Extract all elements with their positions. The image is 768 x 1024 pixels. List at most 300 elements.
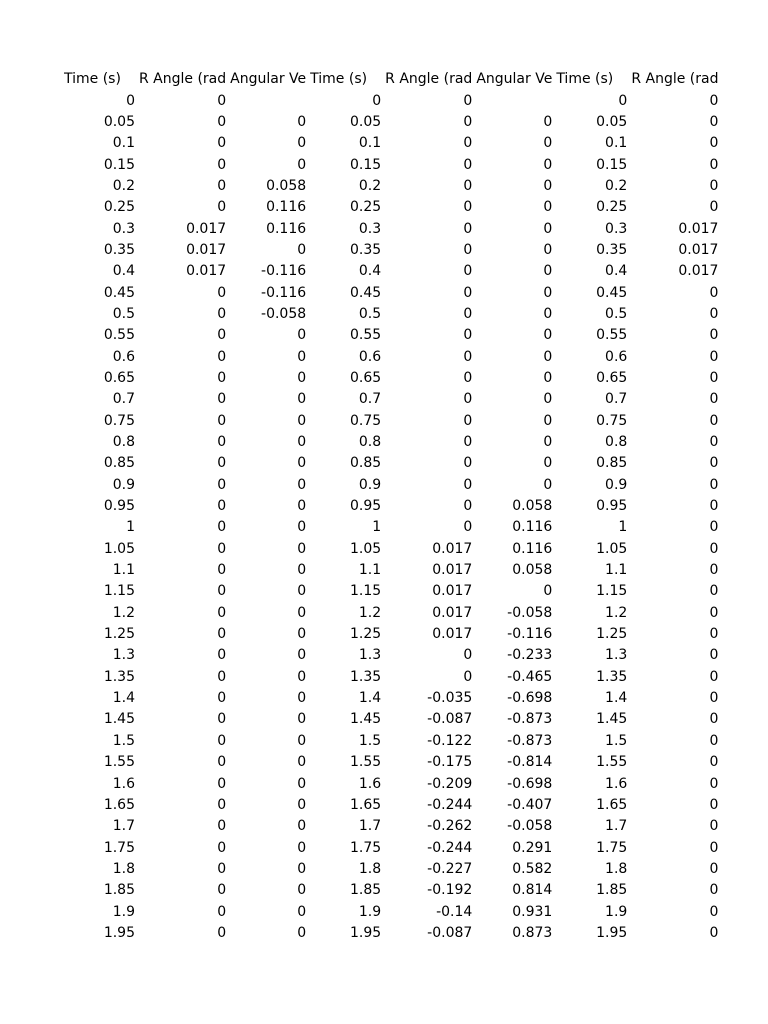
table-cell: 0.2 bbox=[358, 177, 382, 194]
table-cell: 0.3 bbox=[112, 220, 135, 237]
column-header-label: R Angle (rad bbox=[139, 71, 227, 88]
table-cell: 0.2 bbox=[605, 177, 628, 194]
table-cell: 0 bbox=[463, 647, 473, 664]
table-cell: 0 bbox=[217, 519, 227, 536]
table-cell: 0 bbox=[709, 177, 719, 194]
table-cell: 0 bbox=[217, 711, 227, 728]
table-cell: 0 bbox=[297, 241, 307, 258]
table-cell: 0 bbox=[709, 903, 719, 920]
table-cell: 0 bbox=[217, 732, 227, 749]
table-row bbox=[62, 560, 720, 581]
table-cell: 0.058 bbox=[512, 562, 553, 579]
table-cell: 0 bbox=[709, 604, 719, 621]
table-row bbox=[62, 240, 720, 261]
table-row bbox=[62, 816, 720, 837]
table-cell: 0.15 bbox=[349, 156, 382, 173]
table-cell: 0.35 bbox=[349, 241, 382, 258]
table-cell: 0 bbox=[297, 882, 307, 899]
table-cell: 0.2 bbox=[112, 177, 135, 194]
table-row bbox=[62, 688, 720, 709]
table-cell: 0 bbox=[217, 327, 227, 344]
table-cell: 0 bbox=[297, 924, 307, 941]
table-cell: 0 bbox=[217, 476, 227, 493]
table-row bbox=[62, 432, 720, 453]
table-row bbox=[62, 411, 720, 432]
table-cell: 1.15 bbox=[349, 583, 382, 600]
table-cell: 0 bbox=[618, 92, 628, 109]
table-cell: 0 bbox=[297, 434, 307, 451]
column-header bbox=[474, 69, 554, 90]
table-cell: 0 bbox=[217, 860, 227, 877]
table-cell: 0 bbox=[543, 156, 553, 173]
table-cell: 0 bbox=[543, 220, 553, 237]
table-cell: 0.017 bbox=[678, 220, 719, 237]
table-cell: 0.55 bbox=[596, 327, 628, 344]
table-cell: 0.5 bbox=[358, 305, 382, 322]
table-cell: 1.45 bbox=[103, 711, 135, 728]
table-cell: 0.058 bbox=[266, 177, 307, 194]
table-cell: 0 bbox=[463, 177, 473, 194]
table-cell: 0.3 bbox=[605, 220, 628, 237]
table-cell: -0.209 bbox=[427, 775, 473, 792]
table-cell: 0 bbox=[543, 434, 553, 451]
table-cell: 0 bbox=[297, 775, 307, 792]
table-cell: 0 bbox=[217, 92, 227, 109]
table-cell: -0.175 bbox=[427, 754, 473, 771]
table-cell: 1.6 bbox=[112, 775, 135, 792]
table-cell: 0.75 bbox=[349, 412, 382, 429]
table-cell: 1.9 bbox=[605, 903, 628, 920]
table-row bbox=[62, 731, 720, 752]
table-cell: 0 bbox=[372, 92, 382, 109]
table-cell: 1.75 bbox=[349, 839, 382, 856]
table-row bbox=[62, 901, 720, 922]
table-cell: 0.95 bbox=[349, 498, 382, 515]
table-cell: 0 bbox=[217, 434, 227, 451]
table-cell: -0.035 bbox=[427, 690, 473, 707]
table-row bbox=[62, 282, 720, 303]
table-cell: 0 bbox=[217, 562, 227, 579]
table-cell: 0.65 bbox=[349, 369, 382, 386]
table-cell: 1.45 bbox=[596, 711, 628, 728]
table-cell: 1.2 bbox=[605, 604, 628, 621]
table-cell: 0.582 bbox=[512, 860, 553, 877]
table-cell: 1.4 bbox=[112, 690, 135, 707]
table-cell: 0 bbox=[297, 519, 307, 536]
table-cell: 0.6 bbox=[605, 348, 628, 365]
table-cell: 0 bbox=[297, 327, 307, 344]
table-cell bbox=[228, 90, 308, 111]
table-cell: 0 bbox=[297, 754, 307, 771]
table-row bbox=[62, 154, 720, 175]
table-row bbox=[62, 304, 720, 325]
table-cell: -0.122 bbox=[427, 732, 473, 749]
table-cell: 0 bbox=[297, 369, 307, 386]
table-cell: 0 bbox=[217, 690, 227, 707]
table-cell: 0.45 bbox=[103, 284, 135, 301]
table-cell: 0 bbox=[463, 391, 473, 408]
table-cell: 0 bbox=[709, 540, 719, 557]
column-header-label: R Angle (rad bbox=[631, 71, 719, 88]
table-cell: 0.6 bbox=[358, 348, 382, 365]
table-cell: 1.4 bbox=[605, 690, 628, 707]
table-cell: 0 bbox=[543, 327, 553, 344]
table-cell: 0.017 bbox=[432, 583, 473, 600]
table-cell: 1.5 bbox=[112, 732, 135, 749]
column-header-label: R Angle (rad bbox=[385, 71, 473, 88]
table-cell: 1.65 bbox=[596, 796, 628, 813]
table-cell: 0.4 bbox=[605, 263, 628, 280]
table-cell: 0 bbox=[463, 369, 473, 386]
table-cell: 0 bbox=[709, 924, 719, 941]
table-cell: 0 bbox=[543, 177, 553, 194]
table-cell: 0 bbox=[709, 860, 719, 877]
table-cell: 0 bbox=[463, 348, 473, 365]
table-cell: 0.873 bbox=[512, 924, 553, 941]
table-cell: 0 bbox=[463, 412, 473, 429]
table-cell: 1.6 bbox=[358, 775, 382, 792]
table-cell: 0.95 bbox=[103, 498, 135, 515]
column-header-label: Time (s) bbox=[64, 71, 121, 88]
table-cell: 0 bbox=[297, 647, 307, 664]
table-cell: 0.116 bbox=[512, 540, 553, 557]
table-cell: 0 bbox=[709, 305, 719, 322]
table-cell: 0 bbox=[709, 92, 719, 109]
table-cell: 1.1 bbox=[358, 562, 382, 579]
table-cell: 0 bbox=[217, 818, 227, 835]
table-cell: 1 bbox=[126, 519, 135, 536]
table-row bbox=[62, 325, 720, 346]
table-cell: 0 bbox=[709, 711, 719, 728]
table-cell: 0 bbox=[463, 455, 473, 472]
table-cell: 0 bbox=[709, 732, 719, 749]
table-cell: -0.814 bbox=[507, 754, 553, 771]
table-cell: 0 bbox=[709, 369, 719, 386]
table-cell: -0.873 bbox=[507, 711, 553, 728]
column-header bbox=[554, 69, 629, 90]
table-cell: 1.65 bbox=[349, 796, 382, 813]
table-cell: 0.291 bbox=[512, 839, 553, 856]
table-cell: 1.6 bbox=[605, 775, 628, 792]
table-cell: 0.9 bbox=[358, 476, 382, 493]
table-cell: -0.227 bbox=[427, 860, 473, 877]
table-cell: 1.3 bbox=[112, 647, 135, 664]
table-cell: 1.2 bbox=[112, 604, 135, 621]
table-cell: 0 bbox=[297, 796, 307, 813]
table-row bbox=[62, 133, 720, 154]
table-cell: 0 bbox=[217, 177, 227, 194]
table-cell: 0 bbox=[297, 540, 307, 557]
table-cell: 0 bbox=[709, 519, 719, 536]
table-cell: 0.15 bbox=[596, 156, 628, 173]
table-row bbox=[62, 112, 720, 133]
table-cell: 1.9 bbox=[358, 903, 382, 920]
table-cell: 0.35 bbox=[596, 241, 628, 258]
table-cell: 1.7 bbox=[358, 818, 382, 835]
table-cell: 0.1 bbox=[358, 135, 382, 152]
table-cell: -0.116 bbox=[261, 263, 307, 280]
table-cell: 0.116 bbox=[266, 220, 307, 237]
table-row bbox=[62, 859, 720, 880]
table-cell: 0.116 bbox=[266, 199, 307, 216]
table-cell: 0.75 bbox=[596, 412, 628, 429]
table-row bbox=[62, 368, 720, 389]
table-cell: -0.058 bbox=[261, 305, 307, 322]
table-cell: 1.15 bbox=[596, 583, 628, 600]
table-cell: 0 bbox=[297, 668, 307, 685]
table-row bbox=[62, 261, 720, 282]
table-cell: 0.65 bbox=[103, 369, 135, 386]
table-header bbox=[62, 69, 720, 90]
table-cell: 0 bbox=[463, 476, 473, 493]
table-cell: 1.55 bbox=[349, 754, 382, 771]
table-cell: 0.4 bbox=[112, 263, 135, 280]
table-cell: 0 bbox=[217, 540, 227, 557]
column-header bbox=[629, 69, 720, 90]
table-cell: 0 bbox=[543, 391, 553, 408]
table-cell: 0 bbox=[297, 113, 307, 130]
table-cell: 0 bbox=[217, 135, 227, 152]
table-cell: 0 bbox=[543, 412, 553, 429]
table-cell: 1.45 bbox=[349, 711, 382, 728]
table-row bbox=[62, 496, 720, 517]
table-cell: 0 bbox=[463, 263, 473, 280]
table-cell: 0.45 bbox=[596, 284, 628, 301]
table-cell: 0 bbox=[217, 369, 227, 386]
table-cell: 0.85 bbox=[596, 455, 628, 472]
table-cell: 0.05 bbox=[349, 113, 382, 130]
table-cell: 1.05 bbox=[103, 540, 135, 557]
table-cell: 0.95 bbox=[596, 498, 628, 515]
table-cell: 0 bbox=[709, 583, 719, 600]
table-cell: 0 bbox=[463, 305, 473, 322]
header-row bbox=[62, 69, 720, 90]
table-cell: -0.698 bbox=[507, 775, 553, 792]
table-cell: 0 bbox=[217, 455, 227, 472]
table-cell: 0.25 bbox=[596, 199, 628, 216]
table-cell: 0 bbox=[709, 818, 719, 835]
table-cell: 0.85 bbox=[349, 455, 382, 472]
table-cell: -0.407 bbox=[507, 796, 553, 813]
table-cell: 1.8 bbox=[112, 860, 135, 877]
table-row bbox=[62, 795, 720, 816]
table-cell: 0 bbox=[709, 498, 719, 515]
table-cell: 0 bbox=[217, 284, 227, 301]
table-cell: 0 bbox=[297, 156, 307, 173]
table-cell: 0 bbox=[709, 775, 719, 792]
table-cell: 0 bbox=[463, 135, 473, 152]
table-cell: 0 bbox=[217, 305, 227, 322]
table-cell: 1.7 bbox=[605, 818, 628, 835]
table-cell: 0 bbox=[709, 284, 719, 301]
table-cell: 1.75 bbox=[103, 839, 135, 856]
table-cell: -0.465 bbox=[507, 668, 553, 685]
table-cell: 0.9 bbox=[605, 476, 628, 493]
table-cell: 1.55 bbox=[103, 754, 135, 771]
table-row bbox=[62, 539, 720, 560]
table-cell: 0 bbox=[709, 455, 719, 472]
table-row bbox=[62, 667, 720, 688]
table-row bbox=[62, 880, 720, 901]
column-header bbox=[137, 69, 228, 90]
table-cell: 0.931 bbox=[512, 903, 553, 920]
table-row bbox=[62, 90, 720, 111]
table-cell: 0 bbox=[543, 284, 553, 301]
table-row bbox=[62, 517, 720, 538]
table-cell: 0 bbox=[463, 284, 473, 301]
table-cell: 1.05 bbox=[596, 540, 628, 557]
table-cell: 0.5 bbox=[112, 305, 135, 322]
table-cell: 0 bbox=[709, 626, 719, 643]
table-cell: 0 bbox=[463, 113, 473, 130]
column-header-label: Angular Ve bbox=[476, 71, 553, 88]
table-cell: 0 bbox=[217, 156, 227, 173]
table-cell: 0.25 bbox=[349, 199, 382, 216]
table-cell: 1.7 bbox=[112, 818, 135, 835]
table-cell: 0 bbox=[709, 754, 719, 771]
table-cell: 0 bbox=[217, 647, 227, 664]
table-cell: 1 bbox=[618, 519, 628, 536]
table-cell: 0.017 bbox=[432, 562, 473, 579]
table-cell: 0 bbox=[297, 476, 307, 493]
table-cell: 0 bbox=[543, 135, 553, 152]
table-row bbox=[62, 752, 720, 773]
table-cell: -0.058 bbox=[507, 604, 553, 621]
table-cell: 0.058 bbox=[512, 498, 553, 515]
table-cell: 1 bbox=[372, 519, 382, 536]
table-cell: 0.55 bbox=[103, 327, 135, 344]
table-cell: 0 bbox=[463, 156, 473, 173]
table-cell: 0 bbox=[709, 882, 719, 899]
table-cell: 0 bbox=[709, 156, 719, 173]
table-row bbox=[62, 176, 720, 197]
table-row bbox=[62, 475, 720, 496]
table-cell: 0 bbox=[463, 668, 473, 685]
table-cell: 0.017 bbox=[432, 604, 473, 621]
table-cell: 0 bbox=[297, 604, 307, 621]
table-cell: 0.05 bbox=[596, 113, 628, 130]
table-cell: 0 bbox=[463, 220, 473, 237]
table-cell: 0 bbox=[543, 455, 553, 472]
table-cell: 0 bbox=[709, 199, 719, 216]
column-header bbox=[383, 69, 474, 90]
table-cell: 0 bbox=[543, 241, 553, 258]
table-cell: 0 bbox=[297, 562, 307, 579]
table-cell: 0.4 bbox=[358, 263, 382, 280]
table-body bbox=[62, 90, 720, 944]
table-cell: 0.017 bbox=[186, 220, 227, 237]
table-cell: 0 bbox=[709, 348, 719, 365]
table-cell: 0 bbox=[543, 199, 553, 216]
table-cell: 0 bbox=[217, 796, 227, 813]
table-cell: 0 bbox=[709, 562, 719, 579]
table-cell: 0.017 bbox=[678, 241, 719, 258]
table-cell: 0.3 bbox=[358, 220, 382, 237]
table-cell: 0 bbox=[463, 519, 473, 536]
table-cell: -0.244 bbox=[427, 839, 473, 856]
table-cell: 0 bbox=[217, 626, 227, 643]
table-cell: 1.85 bbox=[103, 882, 135, 899]
table-cell: 0 bbox=[543, 369, 553, 386]
column-header bbox=[62, 69, 137, 90]
table-cell: 0 bbox=[217, 604, 227, 621]
table-cell: 0.7 bbox=[112, 391, 135, 408]
table-cell: 0 bbox=[709, 135, 719, 152]
table-cell: 0 bbox=[297, 839, 307, 856]
table-cell: 0.116 bbox=[512, 519, 553, 536]
table-cell: 0.017 bbox=[432, 626, 473, 643]
column-header-label: Time (s) bbox=[556, 71, 614, 88]
table-cell: 0 bbox=[297, 860, 307, 877]
table-cell: 1.15 bbox=[103, 583, 135, 600]
data-table bbox=[62, 69, 720, 944]
table-cell: 0 bbox=[297, 711, 307, 728]
table-cell: 0 bbox=[217, 903, 227, 920]
table-cell: 0 bbox=[297, 391, 307, 408]
table-cell: -0.698 bbox=[507, 690, 553, 707]
table-cell: -0.244 bbox=[427, 796, 473, 813]
table-cell: 0.6 bbox=[112, 348, 135, 365]
table-cell: 0.1 bbox=[605, 135, 628, 152]
table-cell: 0 bbox=[297, 348, 307, 365]
table-row bbox=[62, 218, 720, 239]
table-cell: -0.087 bbox=[427, 924, 473, 941]
table-cell: 0 bbox=[297, 690, 307, 707]
table-cell: 0 bbox=[463, 92, 473, 109]
table-cell: 0 bbox=[543, 113, 553, 130]
table-cell: 0 bbox=[297, 412, 307, 429]
table-cell: 0.017 bbox=[186, 263, 227, 280]
table-cell: 0 bbox=[297, 732, 307, 749]
table-cell bbox=[474, 90, 554, 111]
table-cell: 0.55 bbox=[349, 327, 382, 344]
table-cell: 0 bbox=[297, 626, 307, 643]
table-cell: 0 bbox=[709, 434, 719, 451]
table-cell: 1.4 bbox=[358, 690, 382, 707]
table-cell: 0 bbox=[709, 476, 719, 493]
table-cell: 0.35 bbox=[103, 241, 135, 258]
table-cell: -0.192 bbox=[427, 882, 473, 899]
table-cell: 1.75 bbox=[596, 839, 628, 856]
table-cell: 1.8 bbox=[605, 860, 628, 877]
table-cell: 0.814 bbox=[512, 882, 553, 899]
table-cell: 0.7 bbox=[605, 391, 628, 408]
table-cell: 0 bbox=[463, 327, 473, 344]
table-cell: 0 bbox=[463, 241, 473, 258]
table-cell: 0.45 bbox=[349, 284, 382, 301]
table-cell: 1.25 bbox=[103, 626, 135, 643]
table-cell: 0 bbox=[217, 882, 227, 899]
table-cell: 1.5 bbox=[605, 732, 628, 749]
table-cell: 1.2 bbox=[358, 604, 382, 621]
table-row bbox=[62, 645, 720, 666]
table-cell: 0 bbox=[709, 796, 719, 813]
table-cell: 1.85 bbox=[349, 882, 382, 899]
table-cell: 0 bbox=[297, 498, 307, 515]
table-cell: 0 bbox=[217, 498, 227, 515]
table-cell: 0.8 bbox=[605, 434, 628, 451]
table-cell: 1.3 bbox=[605, 647, 628, 664]
table-cell: 1.8 bbox=[358, 860, 382, 877]
table-cell: 0 bbox=[297, 903, 307, 920]
table-cell: 0.7 bbox=[358, 391, 382, 408]
table-cell: 0.017 bbox=[186, 241, 227, 258]
table-row bbox=[62, 837, 720, 858]
table-cell: 1.3 bbox=[358, 647, 382, 664]
table-cell: 0 bbox=[463, 199, 473, 216]
table-cell: 0 bbox=[543, 476, 553, 493]
table-cell: 0 bbox=[709, 327, 719, 344]
